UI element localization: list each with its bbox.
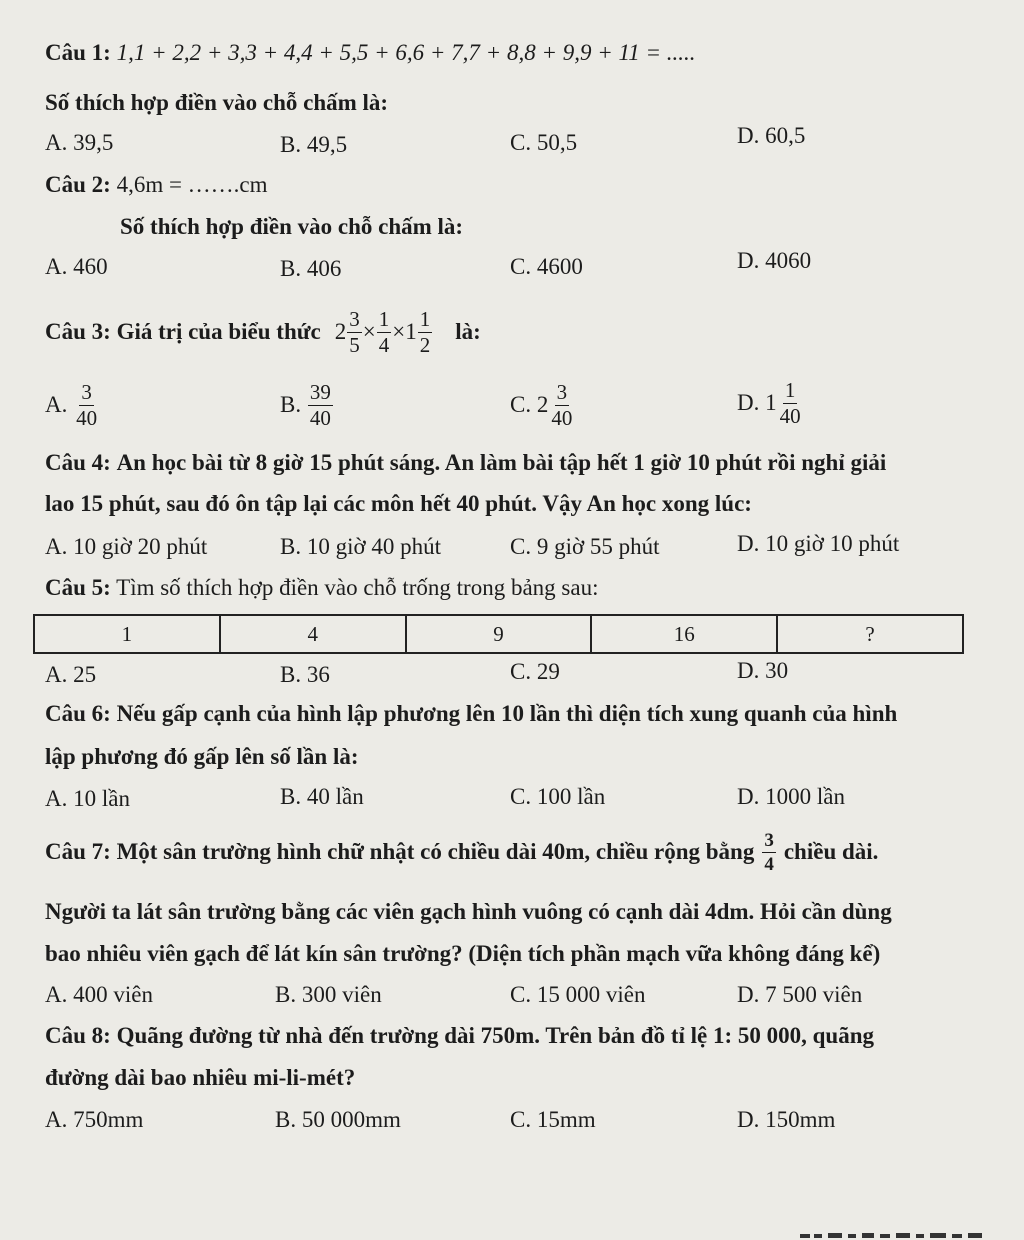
- question-text: Một sân trường hình chữ nhật có chiều dài 40m, chiều rộng bằng: [116, 839, 755, 864]
- fraction: $\frac{3}{40}$: [76, 379, 98, 430]
- question-4: [45, 448, 886, 478]
- table-cell: ?: [777, 615, 963, 653]
- question-label: Câu 4:: [45, 450, 111, 475]
- question-text: An học bài từ 8 giờ 15 phút sáng. An làm bài tập hết 1 giờ 10 phút rồi nghỉ giải: [116, 450, 887, 475]
- option-c: C. 2 $\frac{3}{40}$: [510, 379, 573, 430]
- option-c: C. 15mm: [510, 1107, 596, 1132]
- question-prompt: Số thích hợp điền vào chỗ chấm là:: [45, 90, 389, 115]
- option-c: C. 9 giờ 55 phút: [510, 534, 660, 559]
- question-label: Câu 6:: [45, 701, 111, 726]
- option-d: D. 60,5: [737, 123, 806, 148]
- table-row: [34, 615, 963, 653]
- option-b: B. 406: [280, 256, 342, 281]
- question-text: lao 15 phút, sau đó ôn tập lại các môn hết 40 phút. Vậy An học xong lúc:: [45, 491, 752, 516]
- option-c: C. 4600: [510, 254, 583, 279]
- fraction: $\frac{3}{4}$: [764, 829, 774, 875]
- question-2: [45, 170, 268, 200]
- option-a: A. 10 giờ 20 phút: [45, 534, 208, 559]
- question-text: Người ta lát sân trường bằng các viên gạch hình vuông có cạnh dài 4dm. Hỏi cần dùng: [45, 899, 892, 924]
- table-cell: 1: [34, 615, 220, 653]
- question-5: [45, 573, 598, 603]
- option-b: B. 10 giờ 40 phút: [280, 534, 442, 559]
- question-6: [45, 699, 897, 729]
- option-a: A. 10 lần: [45, 786, 130, 811]
- option-b: B. $\frac{39}{40}$: [280, 379, 331, 430]
- fraction: $\frac{1}{40}$: [779, 377, 801, 428]
- whole-number: 1: [405, 319, 417, 344]
- whole-number: 2: [334, 319, 347, 344]
- expression: [334, 306, 433, 357]
- fraction: $\frac{39}{40}$: [309, 379, 331, 430]
- option-c: C. 15 000 viên: [510, 982, 646, 1007]
- option-d: D. 30: [737, 658, 789, 683]
- fraction: $\frac{3}{40}$: [551, 379, 573, 430]
- question-prompt: Số thích hợp điền vào chỗ chấm là:: [120, 214, 464, 239]
- question-text: lập phương đó gấp lên số lần là:: [45, 744, 359, 769]
- operator: ×: [362, 319, 376, 344]
- question-label: Câu 7:: [45, 839, 111, 864]
- question-expression: 4,6m = …….cm: [116, 172, 268, 197]
- option-b: B. 40 lần: [280, 784, 364, 809]
- option-c: C. 50,5: [510, 130, 578, 155]
- option-b: B. 49,5: [280, 132, 348, 157]
- number-table: [33, 614, 964, 654]
- question-8: [45, 1021, 874, 1051]
- question-label: Câu 5:: [45, 575, 111, 600]
- question-label: Câu 1:: [45, 40, 111, 65]
- option-d: D. 4060: [737, 248, 812, 273]
- fraction: $\frac{1}{4}$: [378, 306, 390, 357]
- question-expression: 1,1 + 2,2 + 3,3 + 4,4 + 5,5 + 6,6 + 7,7 + 8,8 + 9,9 + 11 = .....: [116, 40, 696, 65]
- option-d: D. 10 giờ 10 phút: [737, 531, 900, 556]
- option-d: D. 1 $\frac{1}{40}$: [737, 377, 801, 428]
- option-a: A. 750mm: [45, 1107, 144, 1132]
- option-b: B. 36: [280, 662, 330, 687]
- table-cell: 9: [406, 615, 592, 653]
- option-a: A. 25: [45, 662, 97, 687]
- question-label: Câu 3:: [45, 319, 111, 344]
- fraction: $\frac{1}{2}$: [419, 306, 431, 357]
- question-1: [45, 38, 696, 68]
- option-a: A. 39,5: [45, 130, 114, 155]
- question-label: Câu 8:: [45, 1023, 111, 1048]
- option-b: B. 50 000mm: [275, 1107, 401, 1132]
- question-text-end: là:: [455, 319, 481, 344]
- option-d: D. 150mm: [737, 1107, 836, 1132]
- option-c: C. 29: [510, 659, 560, 684]
- question-3: [45, 300, 481, 364]
- question-label: Câu 2:: [45, 172, 111, 197]
- operator: ×: [392, 319, 406, 344]
- question-text: chiều dài.: [783, 839, 879, 864]
- table-cell: 16: [591, 615, 777, 653]
- option-d: D. 7 500 viên: [737, 982, 863, 1007]
- option-d: D. 1000 lần: [737, 784, 845, 809]
- option-a: A. 460: [45, 254, 108, 279]
- question-text: đường dài bao nhiêu mi-li-mét?: [45, 1065, 356, 1090]
- question-text: bao nhiêu viên gạch để lát kín sân trường? (Diện tích phần mạch vữa không đáng kể): [45, 941, 881, 966]
- question-text: Tìm số thích hợp điền vào chỗ trống trong bảng sau:: [116, 575, 599, 600]
- table-cell: 4: [220, 615, 406, 653]
- question-text: Nếu gấp cạnh của hình lập phương lên 10 lần thì diện tích xung quanh của hình: [116, 701, 898, 726]
- option-a: A. 400 viên: [45, 982, 153, 1007]
- option-c: C. 100 lần: [510, 784, 606, 809]
- question-text: Giá trị của biểu thức: [116, 319, 321, 344]
- question-7: [45, 822, 878, 882]
- fraction: $\frac{3}{5}$: [349, 306, 360, 357]
- option-b: B. 300 viên: [275, 982, 382, 1007]
- cropped-footer-text: [800, 1225, 990, 1240]
- option-a: A. $\frac{3}{40}$: [45, 379, 98, 430]
- question-text: Quãng đường từ nhà đến trường dài 750m. Trên bản đồ tỉ lệ 1: 50 000, quãng: [116, 1023, 875, 1048]
